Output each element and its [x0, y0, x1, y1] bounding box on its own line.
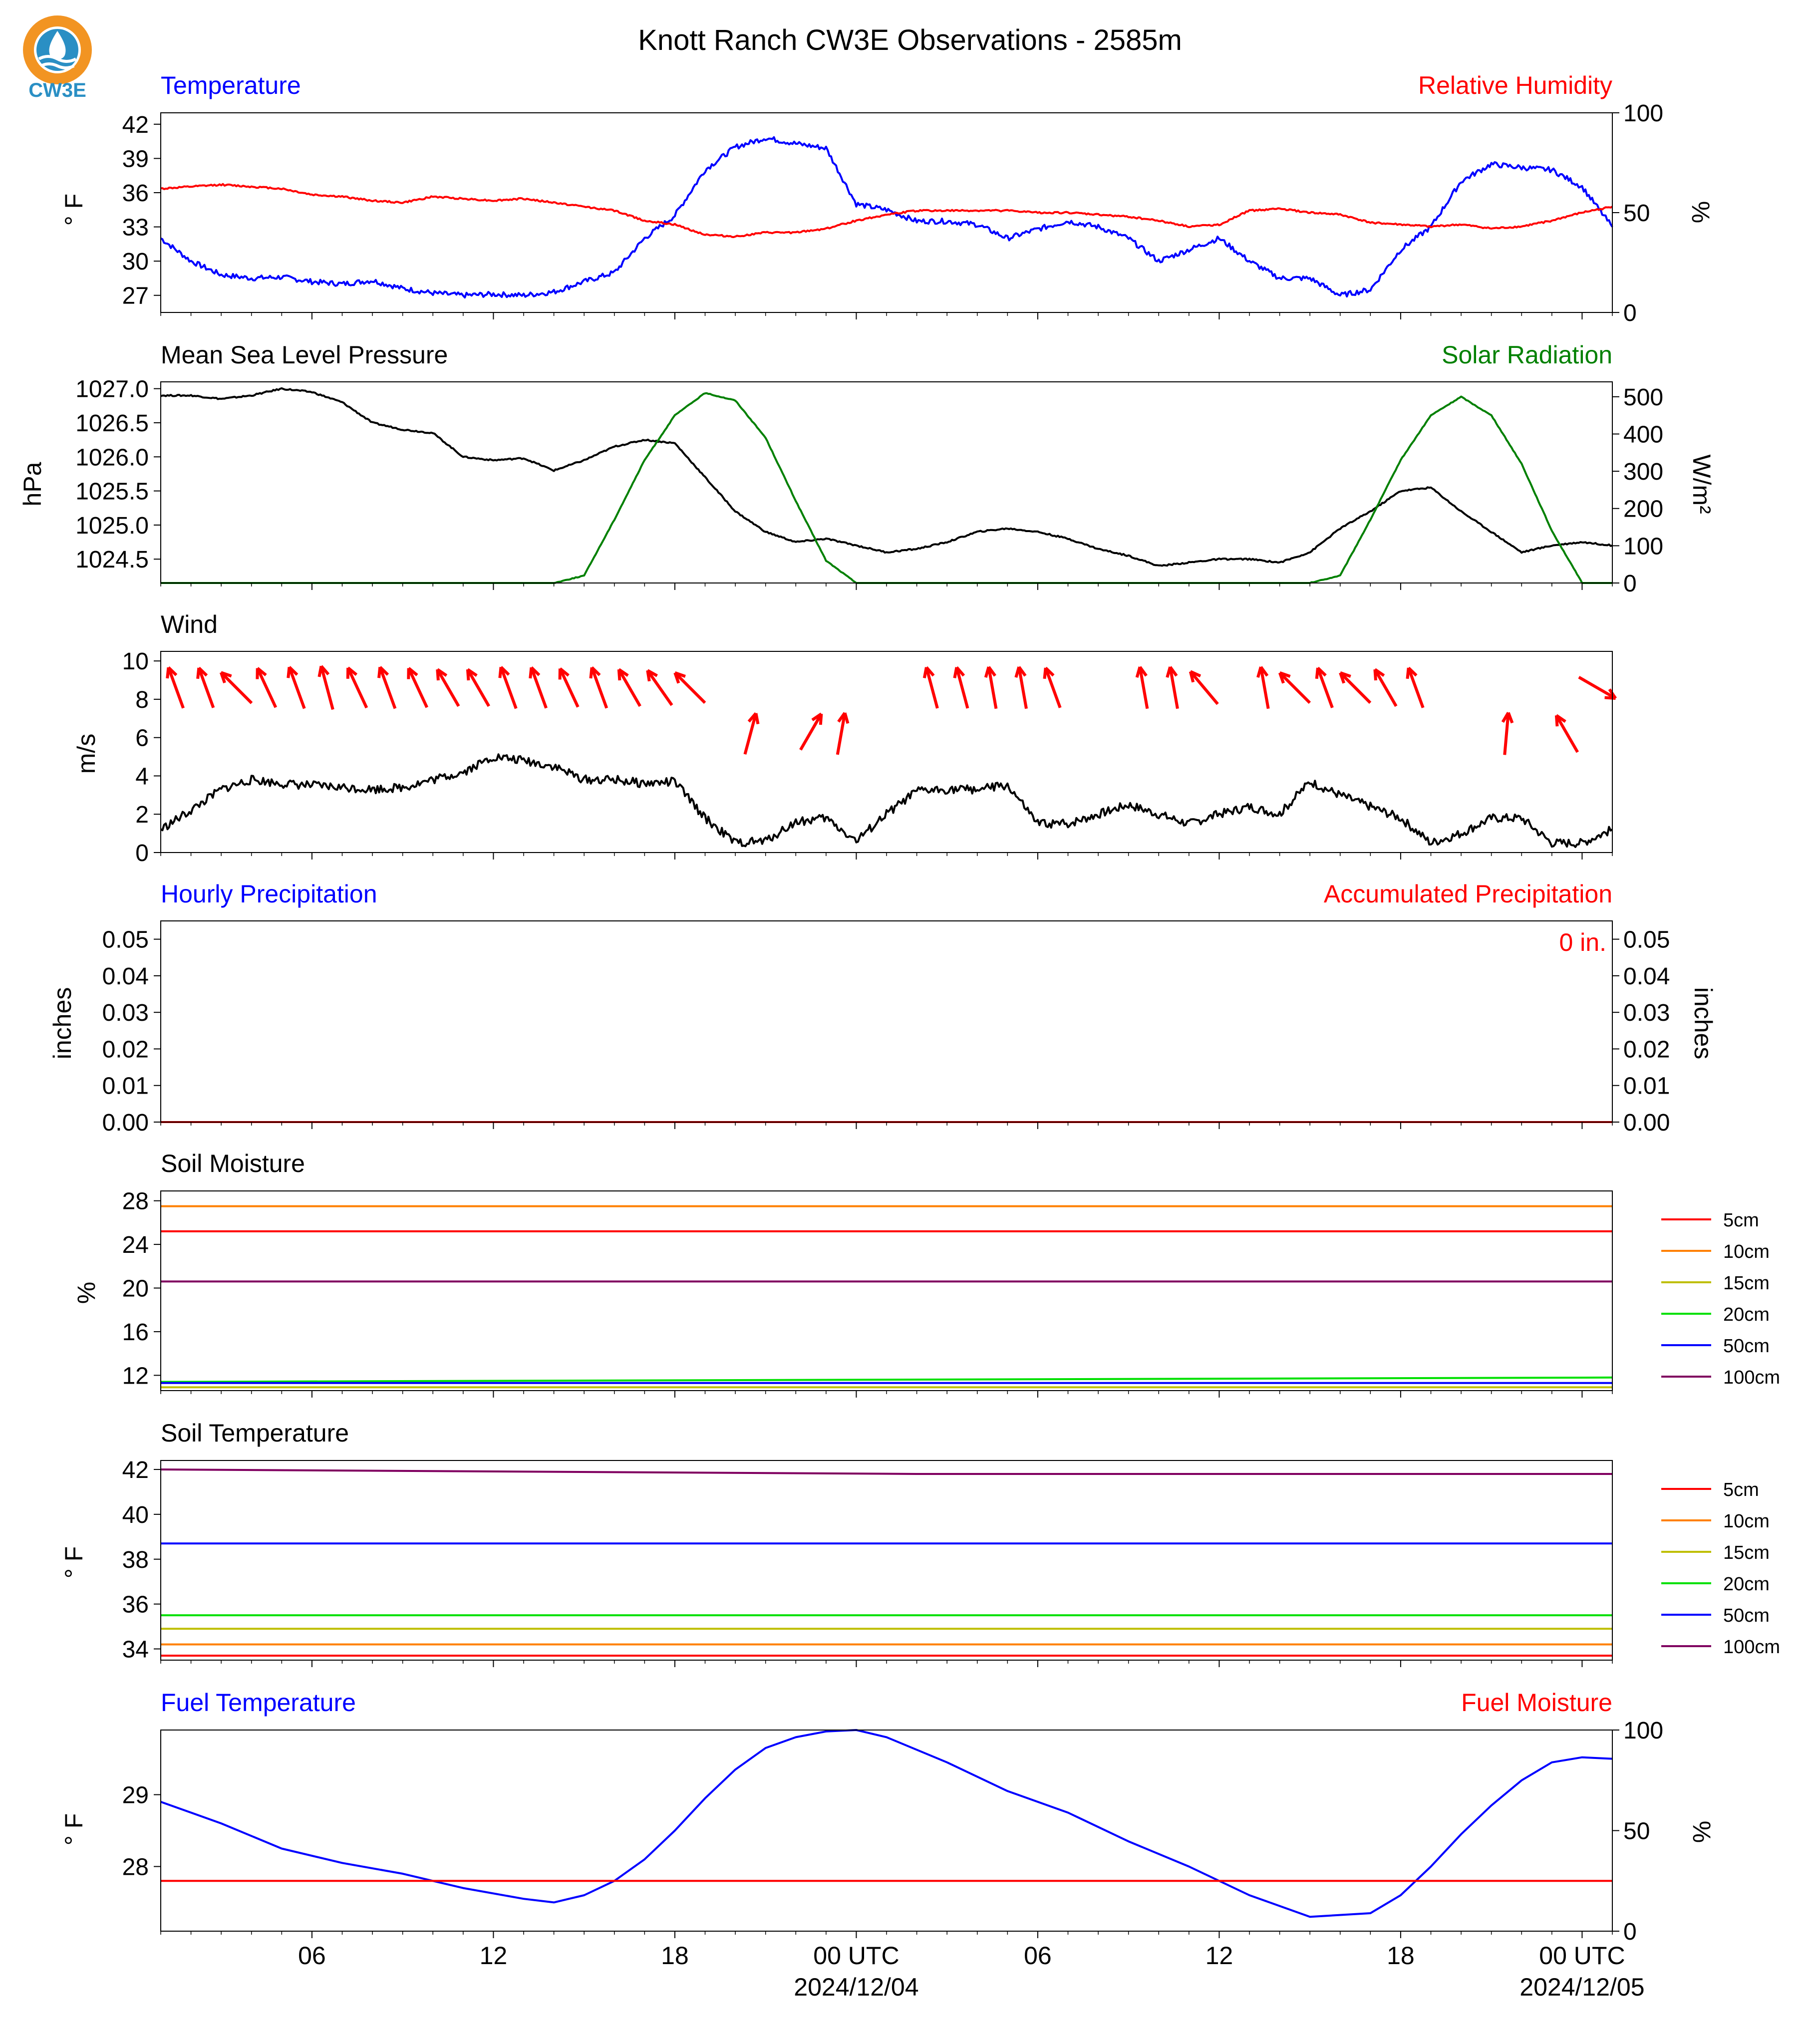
y-tick-label: 40 — [122, 1501, 149, 1528]
y-tick-label: 1026.5 — [75, 410, 149, 437]
y-tick-label: 27 — [122, 283, 149, 309]
panel-title-fuel-moisture: Fuel Moisture — [1461, 1689, 1612, 1717]
x-tick-label: 06 — [298, 1942, 326, 1970]
humidity-axis-label: % — [1687, 201, 1715, 224]
y-tick-label: 20 — [122, 1275, 149, 1302]
y-tick-label: 0 — [135, 840, 149, 867]
legend-label: 15cm — [1723, 1273, 1770, 1294]
panel-title-fuel-temperature: Fuel Temperature — [161, 1689, 356, 1717]
y-tick-label: 1026.0 — [75, 444, 149, 471]
y-tick-label: 33 — [122, 214, 149, 241]
x-tick-label: 18 — [1387, 1942, 1415, 1970]
y-tick-label: 12 — [122, 1363, 149, 1390]
legend-label: 20cm — [1723, 1304, 1770, 1325]
y-tick-label: 36 — [122, 180, 149, 207]
soil-moisture-axis-label: % — [72, 1281, 100, 1304]
y2-tick-label: 0.04 — [1623, 963, 1670, 990]
panel-title-temperature: Temperature — [161, 71, 301, 99]
y2-tick-label: 0.03 — [1623, 1000, 1670, 1027]
panel-title-relative-humidity: Relative Humidity — [1418, 71, 1612, 99]
panel-title-solar-radiation: Solar Radiation — [1442, 341, 1612, 369]
y2-tick-label: 100 — [1623, 1718, 1664, 1744]
y2-tick-label: 0 — [1623, 1919, 1637, 1945]
y-tick-label: 42 — [122, 111, 149, 138]
legend-label: 50cm — [1723, 1336, 1770, 1357]
solar-axis-label: W/m² — [1688, 454, 1716, 514]
y-tick-label: 1025.5 — [75, 478, 149, 505]
y2-tick-label: 0.00 — [1623, 1110, 1670, 1136]
y2-tick-label: 50 — [1623, 1818, 1650, 1845]
y-tick-label: 6 — [135, 725, 149, 752]
y-tick-label: 39 — [122, 146, 149, 173]
panel-title-soil-moisture: Soil Moisture — [161, 1150, 305, 1177]
y-tick-label: 30 — [122, 249, 149, 276]
legend-label: 100cm — [1723, 1637, 1781, 1658]
panel-title-wind: Wind — [161, 610, 218, 638]
legend-label: 10cm — [1723, 1511, 1770, 1532]
y2-tick-label: 50 — [1623, 200, 1650, 227]
y2-tick-label: 0 — [1623, 300, 1637, 326]
soil-temperature-axis-label: ° F — [60, 1546, 88, 1579]
y-tick-label: 0.05 — [102, 926, 149, 953]
y-tick-label: 0.04 — [102, 963, 149, 990]
x-tick-label: 18 — [661, 1942, 689, 1970]
y-tick-label: 29 — [122, 1782, 149, 1809]
y-tick-label: 0.03 — [102, 1000, 149, 1027]
legend-label: 100cm — [1723, 1367, 1781, 1388]
y-tick-label: 8 — [135, 686, 149, 713]
panel-title-pressure: Mean Sea Level Pressure — [161, 341, 448, 369]
y-tick-label: 34 — [122, 1636, 149, 1663]
legend-label: 5cm — [1723, 1479, 1759, 1500]
y2-tick-label: 500 — [1623, 384, 1664, 411]
legend-label: 10cm — [1723, 1241, 1770, 1262]
y-tick-label: 1027.0 — [75, 376, 149, 403]
x-tick-label: 00 UTC — [1539, 1942, 1625, 1970]
y2-tick-label: 0.05 — [1623, 926, 1670, 953]
x-date-label: 2024/12/05 — [1519, 1973, 1645, 2001]
y2-tick-label: 0.01 — [1623, 1073, 1670, 1100]
y-tick-label: 24 — [122, 1232, 149, 1259]
x-tick-label: 06 — [1024, 1942, 1052, 1970]
y-tick-label: 28 — [122, 1854, 149, 1881]
pressure-axis-label: hPa — [18, 462, 46, 507]
y-tick-label: 1024.5 — [75, 547, 149, 574]
figure-title: Knott Ranch CW3E Observations - 2585m — [638, 24, 1182, 56]
y2-tick-label: 0.02 — [1623, 1036, 1670, 1063]
legend-label: 15cm — [1723, 1542, 1770, 1563]
accumulated-total-label: 0 in. — [1559, 928, 1606, 956]
y-tick-label: 0.00 — [102, 1110, 149, 1136]
y2-tick-label: 0 — [1623, 571, 1637, 597]
legend-label: 5cm — [1723, 1210, 1759, 1231]
y-tick-label: 10 — [122, 648, 149, 675]
y2-tick-label: 200 — [1623, 496, 1664, 523]
y2-tick-label: 100 — [1623, 100, 1664, 127]
y2-tick-label: 300 — [1623, 459, 1664, 486]
panel-title-accumulated-precip: Accumulated Precipitation — [1323, 880, 1612, 908]
fuel-moisture-axis-label: % — [1688, 1820, 1716, 1843]
legend-label: 50cm — [1723, 1605, 1770, 1626]
y-tick-label: 0.02 — [102, 1036, 149, 1063]
y-tick-label: 42 — [122, 1456, 149, 1483]
y-tick-label: 38 — [122, 1546, 149, 1573]
precip-right-axis-label: inches — [1689, 987, 1717, 1060]
wind-axis-label: m/s — [72, 733, 100, 774]
x-tick-label: 12 — [479, 1942, 508, 1970]
logo-text: CW3E — [28, 79, 86, 101]
y-tick-label: 0.01 — [102, 1073, 149, 1100]
panel-title-soil-temperature: Soil Temperature — [161, 1419, 349, 1447]
y-tick-label: 1025.0 — [75, 512, 149, 539]
x-tick-label: 00 UTC — [813, 1942, 900, 1970]
panel-title-hourly-precip: Hourly Precipitation — [161, 880, 377, 908]
y2-tick-label: 100 — [1623, 533, 1664, 560]
y-tick-label: 4 — [135, 763, 149, 790]
y-tick-label: 2 — [135, 802, 149, 829]
temperature-axis-label: ° F — [60, 193, 88, 226]
y-tick-label: 36 — [122, 1591, 149, 1618]
x-tick-label: 12 — [1205, 1942, 1233, 1970]
x-date-label: 2024/12/04 — [794, 1973, 919, 2001]
precip-left-axis-label: inches — [48, 987, 76, 1060]
y2-tick-label: 400 — [1623, 421, 1664, 448]
legend-label: 20cm — [1723, 1574, 1770, 1595]
y-tick-label: 16 — [122, 1319, 149, 1346]
fuel-temperature-axis-label: ° F — [60, 1813, 88, 1846]
y-tick-label: 28 — [122, 1188, 149, 1215]
